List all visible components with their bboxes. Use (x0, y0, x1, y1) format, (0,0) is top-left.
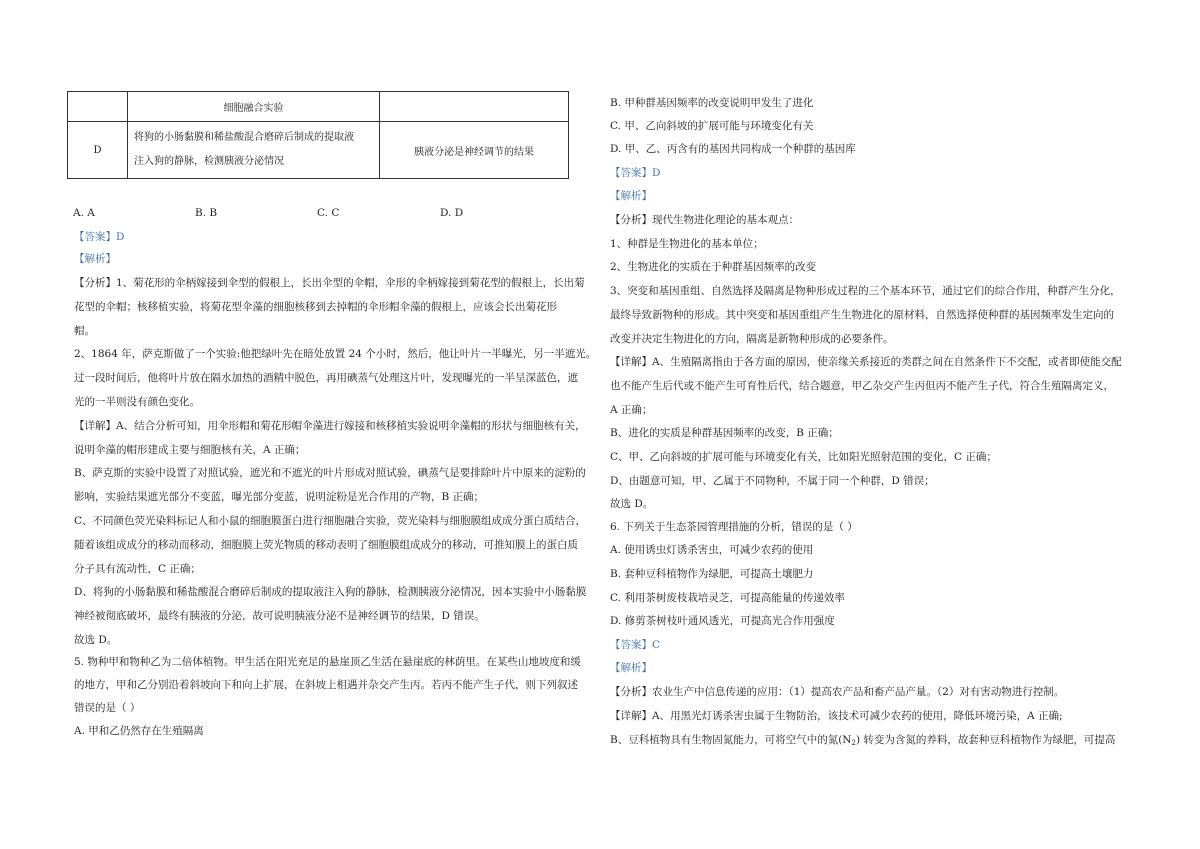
explanation-line: 帽。 (74, 324, 95, 337)
explanation-line: C、甲、乙向斜坡的扩展可能与环境变化有关，比如阳光照射范围的变化，C 正确； (610, 451, 997, 463)
choice-b: B. B (195, 207, 218, 219)
explanation-line: 1、种群是生物进化的基本单位； (610, 237, 764, 250)
q5-option-d: D. 甲、乙、丙含有的基因共同构成一个种群的基因库 (610, 143, 856, 155)
table-row (68, 122, 569, 179)
explanation-line: B、进化的实质是种群基因频率的改变，B 正确； (610, 427, 839, 440)
analysis-label: 【解析】 (74, 253, 116, 265)
explanation-line: 改变并决定生物进化的方向，隔离是新物种形成的必要条件。 (610, 332, 894, 345)
explanation-line: 故选 D。 (610, 498, 654, 511)
explanation-line: 2、1864 年，萨克斯做了一个实验:他把绿叶先在暗处放置 24 个小时，然后，他让叶片一半曝光，另一半遮光。 (74, 348, 597, 361)
q5-stem-line: 错误的是（ ） (74, 702, 141, 714)
explanation-line: 最终导致新物种的形成。其中突变和基因重组产生生物进化的原材料，自然选择使种群的基因频率发生定向的 (610, 308, 1114, 321)
explanation-line: 【分析】1、菊花形的伞柄嫁接到伞型的假根上，长出伞型的伞帽，伞形的伞柄嫁接到菊花型的假根上，长出菊 (74, 277, 585, 289)
explanation-line: 影响，实验结果遮光部分不变蓝，曝光部分变蓝，说明淀粉是光合作用的产物，B 正确； (74, 491, 485, 504)
table-cell-line: 注入狗的静脉，检测胰液分泌情况 (134, 156, 284, 167)
explanation-line: 【详解】A、生殖隔离指由于各方面的原因，使亲缘关系接近的类群之间在自然条件下不交配，或者即使能交配 (610, 356, 1122, 369)
q6-stem: 6. 下列关于生态茶园管理措施的分析，错误的是（ ） (610, 521, 858, 533)
explanation-line: 随着该组成成分的移动而移动，细胞膜上荧光物质的移动表明了细胞膜组成成分的移动，可推知膜上的蛋白质 (74, 538, 578, 551)
table-cell: 胰液分泌是神经调节的结果 (380, 122, 569, 179)
explanation-line: 也不能产生后代或不能产生可育性后代，结合题意，甲乙杂交产生丙但丙不能产生子代，符合生殖隔离定义， (610, 379, 1114, 392)
q6-option: A. 使用诱虫灯诱杀害虫，可减少农药的使用 (610, 544, 814, 556)
explanation-line: 光的一半则没有颜色变化。 (74, 396, 200, 408)
table-cell (68, 92, 128, 122)
answer-label: 【答案】C (610, 639, 661, 651)
q5-option-c: C. 甲、乙向斜坡的扩展可能与环境变化有关 (610, 120, 814, 132)
explanation-line: 3、突变和基因重组、自然选择及隔离是物种形成过程的三个基本环节，通过它们的综合作用，种群产生分化， (610, 285, 1121, 298)
table-cell: D (68, 122, 128, 179)
q6-option: D. 修剪茶树枝叶通风透光，可提高光合作用强度 (610, 615, 835, 627)
table-row (68, 92, 569, 122)
explanation-line: D、将狗的小肠黏膜和稀盐酸混合磨碎后制成的提取液注入狗的静脉，检测胰液分泌情况，因本实验中小肠黏膜 (74, 586, 587, 599)
table-cell (380, 92, 569, 122)
explanation-line: 说明伞藻的帽形建成主要与细胞核有关，A 正确； (74, 443, 306, 456)
explanation-line: D、由题意可知，甲、乙属于不同物种，不属于同一个种群，D 错误； (610, 474, 935, 487)
q6-analysis-line: 【分析】农业生产中信息传递的应用：（1）提高农产品和畜产品产量。（2）对有害动物进行控制。 (610, 686, 1065, 698)
explanation-line: A 正确； (610, 403, 653, 416)
table-cell-line: 将狗的小肠黏膜和稀盐酸混合磨碎后制成的提取液 (134, 132, 354, 143)
explanation-line: 花型的伞帽；核移植实验，将菊花型伞藻的细胞核移到去掉帽的伞形帽伞藻的假根上，应该会长出菊花形 (74, 300, 557, 313)
q6-option: B. 套种豆科植物作为绿肥，可提高土壤肥力 (610, 568, 814, 580)
choice-a: A. A (73, 207, 95, 219)
explanation-line: 分子具有流动性，C 正确； (74, 562, 201, 575)
text-run: B、豆科植物具有生物固氮能力，可将空气中的氮(N (610, 734, 852, 746)
q6-analysis-line: 【详解】A、用黑光灯诱杀害虫属于生物防治，该技术可减少农药的使用，降低环境污染，A 正确; (610, 710, 1063, 722)
explanation-line: B、萨克斯的实验中设置了对照试验，遮光和不遮光的叶片形成对照试验，碘蒸气是要排除叶片中原来的淀粉的 (74, 467, 586, 480)
explanation-line: C、不同颜色荧光染料标记人和小鼠的细胞膜蛋白进行细胞融合实验，荧光染料与细胞膜组成成分蛋白质结合， (74, 515, 587, 527)
analysis-label: 【解析】 (610, 662, 652, 674)
q6-analysis-line (610, 732, 1115, 751)
q5-option-a: A. 甲和乙仍然存在生殖隔离 (74, 725, 204, 737)
analysis-label: 【解析】 (610, 190, 652, 202)
table-cell: 细胞融合实验 (128, 92, 380, 122)
explanation-line: 故选 D。 (74, 634, 118, 646)
subscript: 2 (851, 739, 856, 747)
answer-label: 【答案】D (74, 231, 125, 243)
q5-option-b: B. 甲种群基因频率的改变说明甲发生了进化 (610, 97, 814, 109)
explanation-line: 【分析】现代生物进化理论的基本观点： (610, 214, 799, 226)
q6-option: C. 利用茶树废枝栽培灵芝，可提高能量的传递效率 (610, 592, 845, 604)
explanation-line: 2、生物进化的实质在于种群基因频率的改变 (610, 261, 817, 274)
explanation-line: 神经被彻底破坏，最终有胰液的分泌，故可说明胰液分泌不是神经调节的结果，D 错误。 (74, 610, 485, 623)
choice-c: C. C (317, 207, 340, 219)
explanation-line: 【详解】A、结合分析可知，用伞形帽和菊花形帽伞藻进行嫁接和核移植实验说明伞藻帽的形状与细胞核有关， (74, 419, 586, 432)
q5-stem-line: 的地方，甲和乙分别沿着斜坡向下和向上扩展，在斜坡上相遇并杂交产生丙。若丙不能产生子代，则下列叙述 (74, 679, 578, 691)
options-table (67, 91, 569, 179)
choice-d: D. D (440, 207, 464, 219)
q5-stem-line: 5. 物种甲和物种乙为二倍体植物。甲生活在阳光充足的悬崖顶乙生活在悬崖底的林荫里。在某些山地坡度和缓 (74, 656, 581, 668)
table-cell (128, 122, 380, 179)
answer-label: 【答案】D (610, 167, 661, 179)
explanation-line: 过一段时间后，他将叶片放在隔水加热的酒精中脱色，再用碘蒸气处理这片叶，发现曝光的一半呈深蓝色，遮 (74, 372, 578, 385)
text-run: ) 转变为含氮的养料，故套种豆科植物作为绿肥，可提高 (855, 734, 1116, 746)
